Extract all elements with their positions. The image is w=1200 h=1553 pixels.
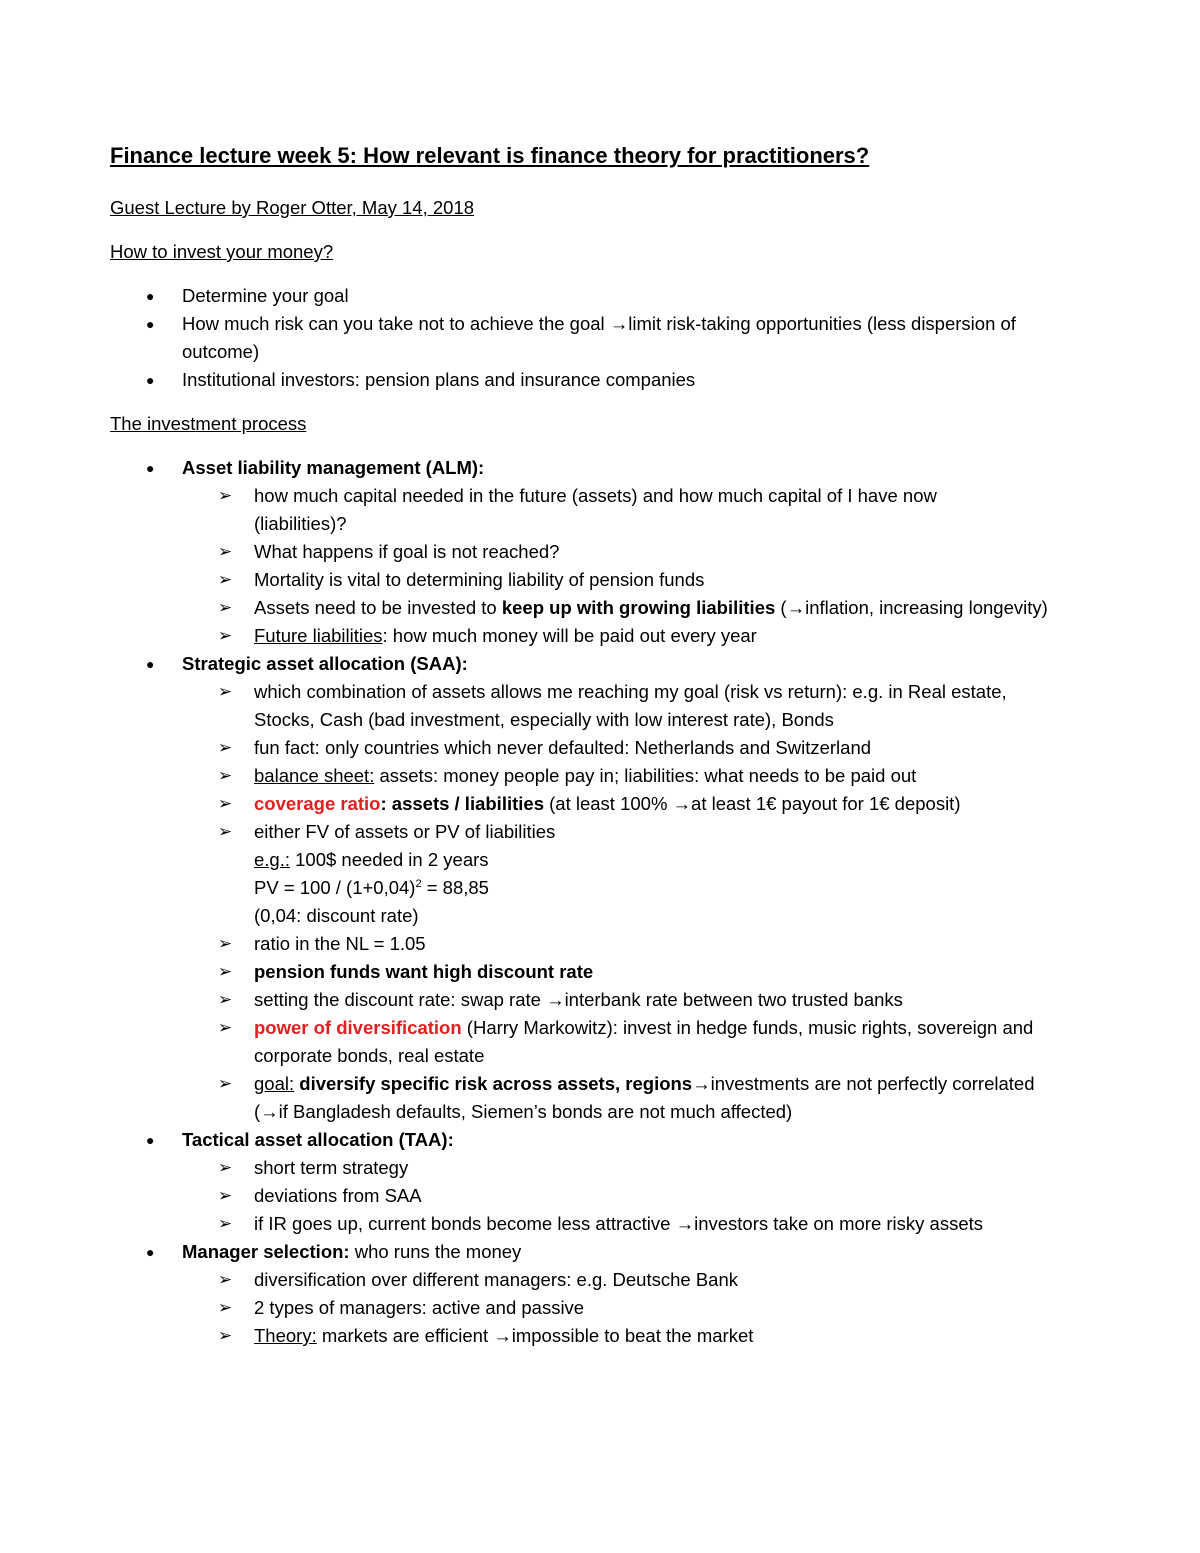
list-item: ➢ diversification over different managers: e.g. Deutsche Bank [182, 1266, 1110, 1294]
section-heading-process: The investment process [110, 413, 307, 434]
arrow-bullet-icon: ➢ [218, 822, 233, 841]
arrow-right-icon: → [493, 1325, 512, 1346]
arrow-bullet-icon: ➢ [218, 1158, 233, 1177]
arrow-bullet-icon: ➢ [218, 1018, 233, 1037]
bullet-icon: ● [146, 316, 155, 332]
invest-list [110, 282, 1110, 394]
arrow-right-icon: → [786, 597, 806, 618]
list-item-taa: ● Tactical asset allocation (TAA): ➢ short term strategy ➢ deviations from SAA ➢ if IR goes up, current bonds become less attractive →investors take on more risky assets [110, 1126, 1110, 1238]
list-item: ➢ either FV of assets or PV of liabilities e.g.: 100$ needed in 2 years PV = $100 / (1+0,04)^2 = 88,85$ (0,04: discount rate) [182, 818, 1110, 930]
arrow-right-icon: → [546, 989, 565, 1010]
list-item-alm: ● Asset liability management (ALM): ➢ how much capital needed in the future (assets) and how much capital of I have now (liabilities)? ➢ What happens if goal is not reached? ➢ Mortality is vital to determining liability of pension funds ➢ Assets need to be invested to keep up with growing liabilities (→inflation, increasing longevity) ➢ Future liabilities: how much money will be paid out every year [110, 454, 1110, 650]
list-item: ● Institutional investors: pension plans and insurance companies [110, 366, 1110, 394]
list-item: ➢ if IR goes up, current bonds become less attractive →investors take on more risky assets [182, 1210, 1110, 1238]
list-item: ➢ Future liabilities: how much money will be paid out every year [182, 622, 1110, 650]
arrow-bullet-icon: ➢ [218, 738, 233, 757]
list-item: ➢ how much capital needed in the future (assets) and how much capital of I have now (liabilities)? [182, 482, 1110, 538]
section-heading-invest: How to invest your money? [110, 241, 334, 262]
subtitle: Guest Lecture by Roger Otter, May 14, 2018 [110, 197, 475, 218]
list-item: ➢ deviations from SAA [182, 1182, 1110, 1210]
arrow-bullet-icon: ➢ [218, 542, 233, 561]
arrow-bullet-icon: ➢ [218, 570, 233, 589]
list-item: ➢ goal: diversify specific risk across assets, regions→investments are not perfectly correlated (→if Bangladesh defaults, Siemen’s bonds are not much affected) [182, 1070, 1110, 1126]
list-item: ● Determine your goal [110, 282, 1110, 310]
list-item: ➢ pension funds want high discount rate [182, 958, 1110, 986]
arrow-bullet-icon: ➢ [218, 1298, 233, 1317]
list-item: ➢ ratio in the NL = 1.05 [182, 930, 1110, 958]
arrow-bullet-icon: ➢ [218, 598, 233, 617]
arrow-right-icon: → [675, 1213, 695, 1234]
list-item: ➢ short term strategy [182, 1154, 1110, 1182]
list-item-saa: ● Strategic asset allocation (SAA): ➢ which combination of assets allows me reaching my goal (risk vs return): e.g. in Real estate, Stocks, Cash (bad investment, especially with low interest rate), Bonds ➢ fun fact: only countries which never defaulted: Netherlands and Switzerland ➢ balance sheet: assets: money people pay in; liabilities: what needs to be paid out ➢ coverage ratio: assets / liabilities (at least 100% →at least 1€ payout for 1€ deposit) ➢ either FV of assets or PV of liabilities e.g.: 100$ needed in 2 years PV = $100 / (1+0,04)^2 = 88,85$ (0,04: discount rate) ➢ ratio in the NL = 1.05 ➢ pension funds want high discount rate ➢ setting the discount rate: swap rate →interbank rate between two trusted banks ➢ power of diversification (Harry Markowitz): invest in hedge funds, music rights, sovereign and corporate bonds, real estate ➢ goal: diversify specific risk across assets, regions→investments are not perfectly correlated (→if Bangladesh defaults, Siemen’s bonds are not much affected) [110, 650, 1110, 1126]
arrow-right-icon: → [692, 1073, 711, 1094]
arrow-right-icon: → [672, 793, 692, 814]
arrow-bullet-icon: ➢ [218, 486, 233, 505]
list-item: ➢ balance sheet: assets: money people pay in; liabilities: what needs to be paid out [182, 762, 1110, 790]
list-item: ➢ coverage ratio: assets / liabilities (at least 100% →at least 1€ payout for 1€ deposit) [182, 790, 1110, 818]
ms-sublist [182, 1266, 1110, 1350]
arrow-bullet-icon: ➢ [218, 626, 233, 645]
list-item: ➢ 2 types of managers: active and passive [182, 1294, 1110, 1322]
arrow-bullet-icon: ➢ [218, 1326, 233, 1345]
bullet-icon: ● [146, 1244, 155, 1260]
bullet-icon: ● [146, 460, 155, 476]
arrow-bullet-icon: ➢ [218, 682, 233, 701]
alm-sublist [182, 482, 1110, 650]
bullet-icon: ● [146, 288, 155, 304]
arrow-bullet-icon: ➢ [218, 794, 233, 813]
list-item: ➢ Assets need to be invested to keep up with growing liabilities (→inflation, increasing longevity) [182, 594, 1110, 622]
arrow-bullet-icon: ➢ [218, 962, 233, 981]
list-item: ➢ setting the discount rate: swap rate →interbank rate between two trusted banks [182, 986, 1110, 1014]
arrow-bullet-icon: ➢ [218, 1270, 233, 1289]
bullet-icon: ● [146, 656, 155, 672]
arrow-bullet-icon: ➢ [218, 1186, 233, 1205]
arrow-right-icon: → [260, 1101, 279, 1122]
list-item: ➢ What happens if goal is not reached? [182, 538, 1110, 566]
arrow-right-icon: → [609, 313, 629, 334]
list-item-manager-selection: ● Manager selection: who runs the money ➢ diversification over different managers: e.g. Deutsche Bank ➢ 2 types of managers: active and passive ➢ Theory: markets are efficient →impossible to beat the market [110, 1238, 1110, 1350]
saa-sublist [182, 678, 1110, 1126]
arrow-bullet-icon: ➢ [218, 934, 233, 953]
process-list [110, 454, 1110, 1350]
page-title: Finance lecture week 5: How relevant is finance theory for practitioners? [110, 143, 870, 168]
list-item: ➢ Theory: markets are efficient →impossible to beat the market [182, 1322, 1110, 1350]
arrow-bullet-icon: ➢ [218, 1074, 233, 1093]
arrow-bullet-icon: ➢ [218, 1214, 233, 1233]
taa-sublist [182, 1154, 1110, 1238]
bullet-icon: ● [146, 1132, 155, 1148]
bullet-icon: ● [146, 372, 155, 388]
list-item: ➢ which combination of assets allows me reaching my goal (risk vs return): e.g. in Real estate, Stocks, Cash (bad investment, especially with low interest rate), Bonds [182, 678, 1110, 734]
list-item: ➢ fun fact: only countries which never defaulted: Netherlands and Switzerland [182, 734, 1110, 762]
arrow-bullet-icon: ➢ [218, 766, 233, 785]
list-item: ● How much risk can you take not to achieve the goal →limit risk-taking opportunities (less dispersion of outcome) [110, 310, 1110, 366]
list-item: ➢ Mortality is vital to determining liability of pension funds [182, 566, 1110, 594]
arrow-bullet-icon: ➢ [218, 990, 233, 1009]
list-item: ➢ power of diversification (Harry Markowitz): invest in hedge funds, music rights, sovereign and corporate bonds, real estate [182, 1014, 1110, 1070]
